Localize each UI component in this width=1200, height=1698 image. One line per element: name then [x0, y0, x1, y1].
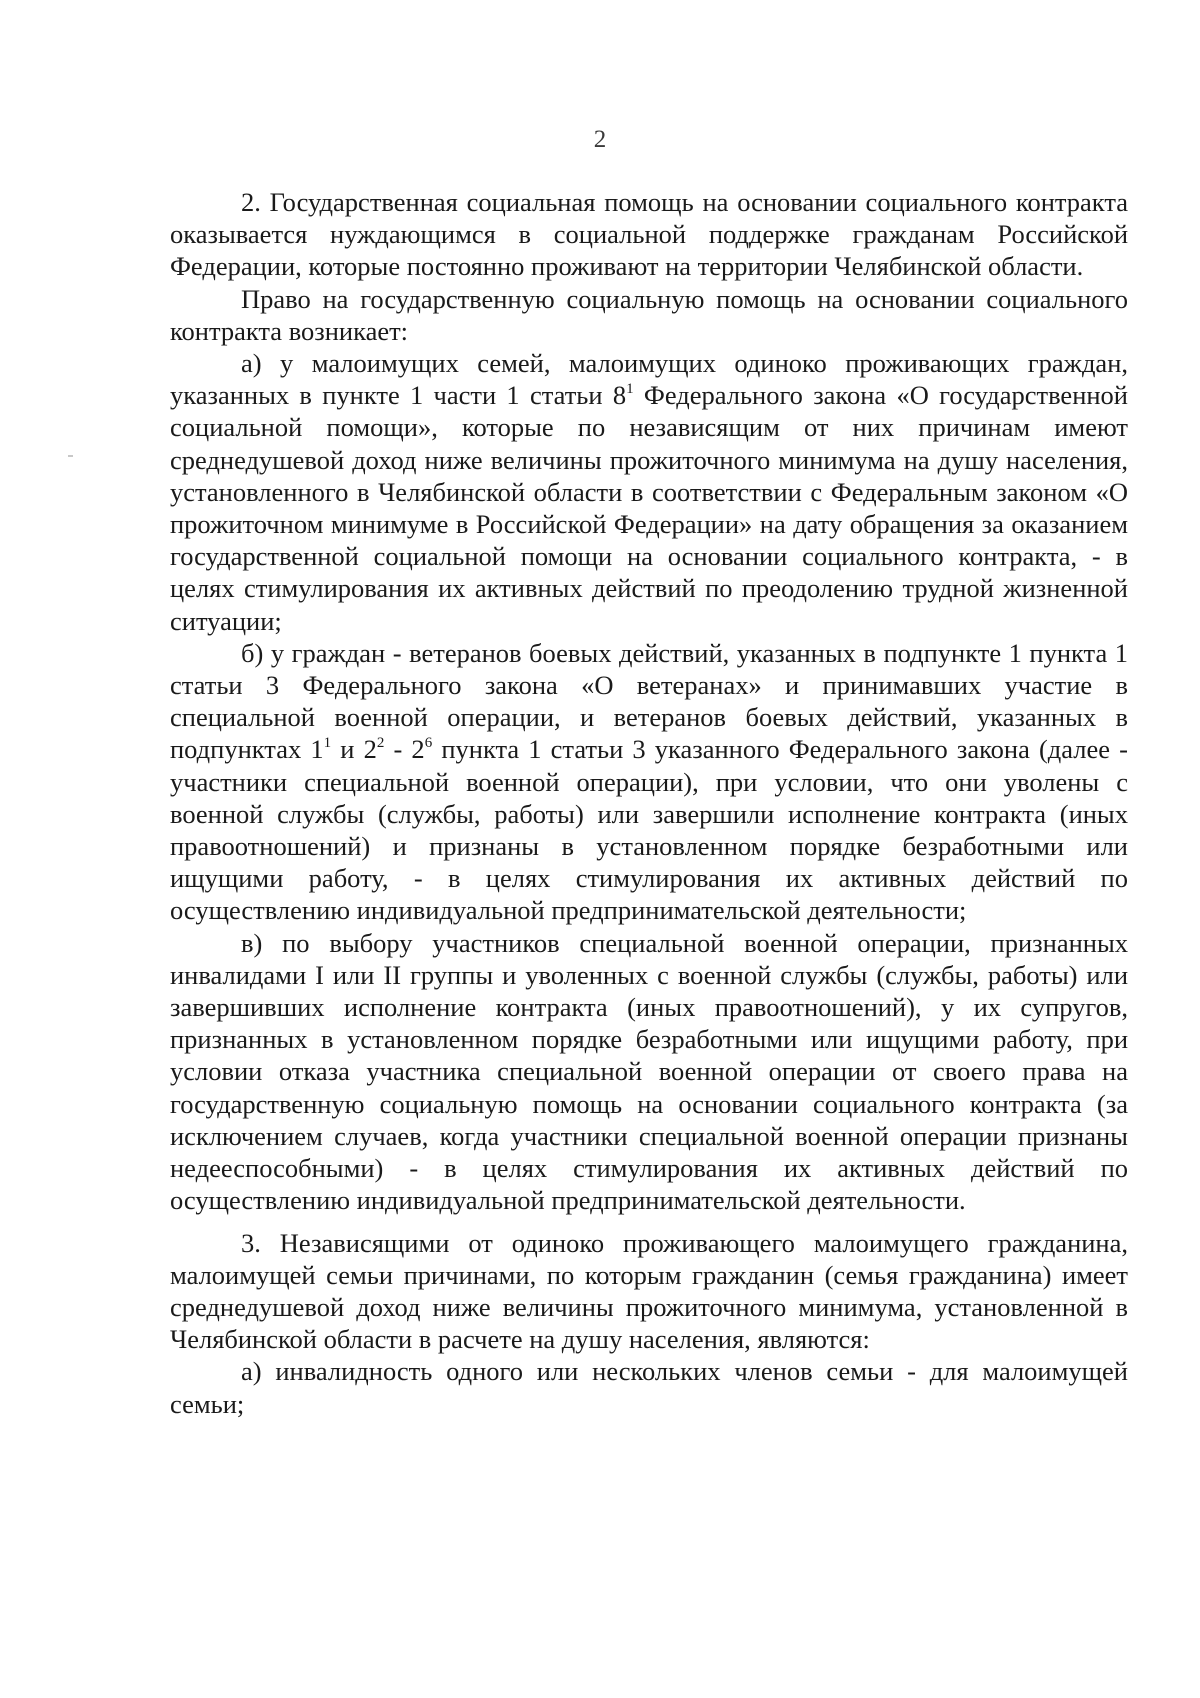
- paragraph-text: а) у малоимущих семей, малоимущих одиноко проживающих граждан, указанных в пункте 1 части 1 статьи 8: [170, 348, 1128, 411]
- superscript: 1: [626, 381, 634, 398]
- page-number: 2: [593, 126, 607, 153]
- paragraph-3-independent-reasons: 3. Независящими от одиноко проживающего малоимущего гражданина, малоимущей семьи причинами, по которым гражданин (семья гражданина) имеет среднедушевой доход ниже величины прожиточного минимума, установленной в Челябинской области в расчете на душу населения, являются:: [170, 1227, 1128, 1355]
- paragraph-text: б) у граждан - ветеранов боевых действий, указанных в подпункте 1 пункта 1 статьи 3 Федерального закона «О ветеранах» и принимавших участие в специальной военной операции, и ветеранов боевых действий, указанных в подпунктах 1: [170, 637, 1128, 765]
- paragraph-item-c-disabled-participants: в) по выбору участников специальной военной операции, признанных инвалидами I или II группы и уволенных с военной службы (службы, работы) или завершивших исполнение контракта (иных правоотношений), у их супругов, признанных в установленном порядке безработными или ищущими работу, при условии отказа участника специальной военной операции от своего права на государственную социальную помощь на основании социального контракта (за исключением случаев, когда участники специальной военной операции признаны недееспособными) - в целях стимулирования их активных действий по осуществлению индивидуальной предпринимательской деятельности.: [170, 927, 1128, 1216]
- superscript: 2: [376, 735, 385, 752]
- paragraph-item-b-veterans: [170, 637, 1128, 927]
- scan-artifact-mark: [68, 455, 73, 457]
- paragraph-text: пункта 1 статьи 3 указанного Федерального закона (далее - участники специальной военной операции), при условии, что они уволены с военной службы (службы, работы) или завершили исполнение контракта (иных правоотношений) и признаны в установленном порядке безработными или ищущими работу, - в целях стимулирования их активных действий по осуществлению индивидуальной предпринимательской деятельности;: [170, 734, 1128, 926]
- paragraph-text: и 2: [331, 734, 377, 765]
- superscript: 1: [323, 735, 332, 752]
- superscript: 6: [424, 735, 433, 752]
- paragraph-item-a-low-income: [170, 347, 1128, 637]
- paragraph-3-item-a-disability: а) инвалидность одного или нескольких членов семьи - для малоимущей семьи;: [170, 1356, 1128, 1419]
- paragraph-right-to-aid: Право на государственную социальную помощь на основании социального контракта возникает:: [170, 283, 1128, 346]
- paragraph-text: Федерального закона «О государственной социальной помощи», которые по независящим от них причинам имеют среднедушевой доход ниже величины прожиточного минимума на душу населения, установленного в Челябинской области в соответствии с Федеральным законом «О прожиточном минимуме в Российской Федерации» на дату обращения за оказанием государственной социальной помощи на основании социального контракта, - в целях стимулирования их активных действий по преодолению трудной жизненной ситуации;: [170, 380, 1128, 636]
- paragraph-2-state-social-aid: 2. Государственная социальная помощь на основании социального контракта оказывается нуждающимся в социальной поддержке гражданам Российской Федерации, которые постоянно проживают на территории Челябинской области.: [170, 187, 1128, 282]
- document-body: [170, 186, 1128, 1420]
- paragraph-text: - 2: [384, 734, 425, 765]
